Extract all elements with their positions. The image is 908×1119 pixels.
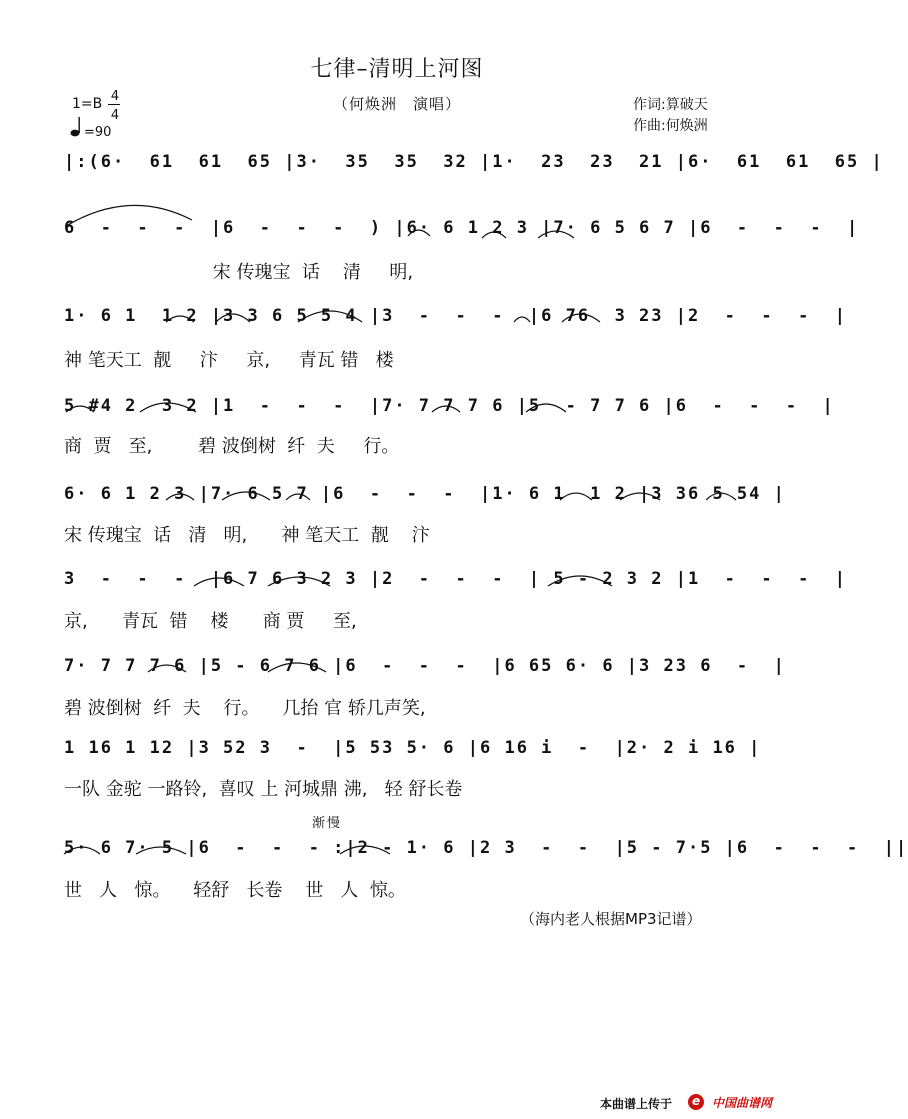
site-logo[interactable]: [686, 1093, 786, 1111]
system-2-notes: 6 - - - |6 - - - ) |6· 6 1 2 3 |7· 6 5 6 7 |6 - - - |: [64, 218, 860, 238]
composer-credit: 作曲:何焕洲: [633, 118, 708, 134]
transcriber-note: （海内老人根据MP3记谱）: [520, 910, 702, 928]
system-5-lyrics: 宋 传瑰宝 话 清 明, 神 笔天工 靓 汴: [64, 525, 430, 546]
system-7-lyrics: 碧 波倒树 纤 夫 行。 几抬 官 轿几声笑,: [64, 698, 426, 719]
page-title: 七律–清明上河图: [310, 57, 484, 82]
system-3-notes: 1· 6 1 1 2 |3 3 6 5 5 4 |3 - - - |6 76 3 23 |2 - - - |: [64, 306, 848, 326]
time-signature-top: 4: [110, 89, 120, 104]
system-6-notes: 3 - - - |6 7 6 3 2 3 |2 - - - | 5 - 2 3 2 |1 - - - |: [64, 569, 848, 589]
logo-e-icon: e: [692, 1094, 701, 1108]
singer-credit: （何焕洲 演唱）: [332, 95, 461, 113]
system-8-lyrics: 一队 金驼 一路铃, 喜叹 上 河城鼎 沸, 轻 舒长卷: [64, 779, 463, 800]
system-8-notes: 1 16 1 12 |3 52 3 - |5 53 5· 6 |6 16 i - |2· 2 i 16 |: [64, 738, 762, 758]
tempo-value: =90: [84, 125, 112, 140]
key-signature: 1=B: [72, 96, 103, 112]
system-7-notes: 7· 7 7 7 6 |5 - 6 7 6 |6 - - - |6 65 6· 6 |3 23 6 - |: [64, 656, 786, 676]
upload-footer-text: 本曲谱上传于: [600, 1097, 673, 1111]
system-9-lyrics: 世 人 惊。 轻舒 长卷 世 人 惊。: [64, 880, 406, 901]
system-4-lyrics: 商 贾 至, 碧 波倒树 纤 夫 行。: [64, 436, 400, 457]
time-signature-bottom: 4: [110, 108, 120, 123]
lyricist-credit: 作词:算破天: [633, 97, 708, 113]
system-2-lyrics: 宋 传瑰宝 话 清 明,: [64, 262, 414, 283]
system-1-notes: |:(6· 61 61 65 |3· 35 35 32 |1· 23 23 21 |6· 61 61 65 |: [64, 152, 884, 172]
system-3-lyrics: 神 笔天工 靓 汴 京, 青瓦 错 楼: [64, 350, 394, 371]
system-6-lyrics: 京, 青瓦 错 楼 商 贾 至,: [64, 611, 357, 632]
site-logo-text: 中国曲谱网: [712, 1096, 773, 1110]
system-9-notes: 5· 6 7· 5 |6 - - - :|2 - 1· 6 |2 3 - - |5 - 7·5 |6 - - - ||: [64, 838, 908, 858]
rallentando-mark: 渐慢: [312, 816, 343, 831]
system-4-notes: 5 #4 2 3 2 |1 - - - |7· 7 7 7 6 |5 - 7 7 6 |6 - - - |: [64, 396, 835, 416]
system-5-notes: 6· 6 1 2 3 |7· 6 5 7 |6 - - - |1· 6 1 1 2 |3 36 5 54 |: [64, 484, 786, 504]
